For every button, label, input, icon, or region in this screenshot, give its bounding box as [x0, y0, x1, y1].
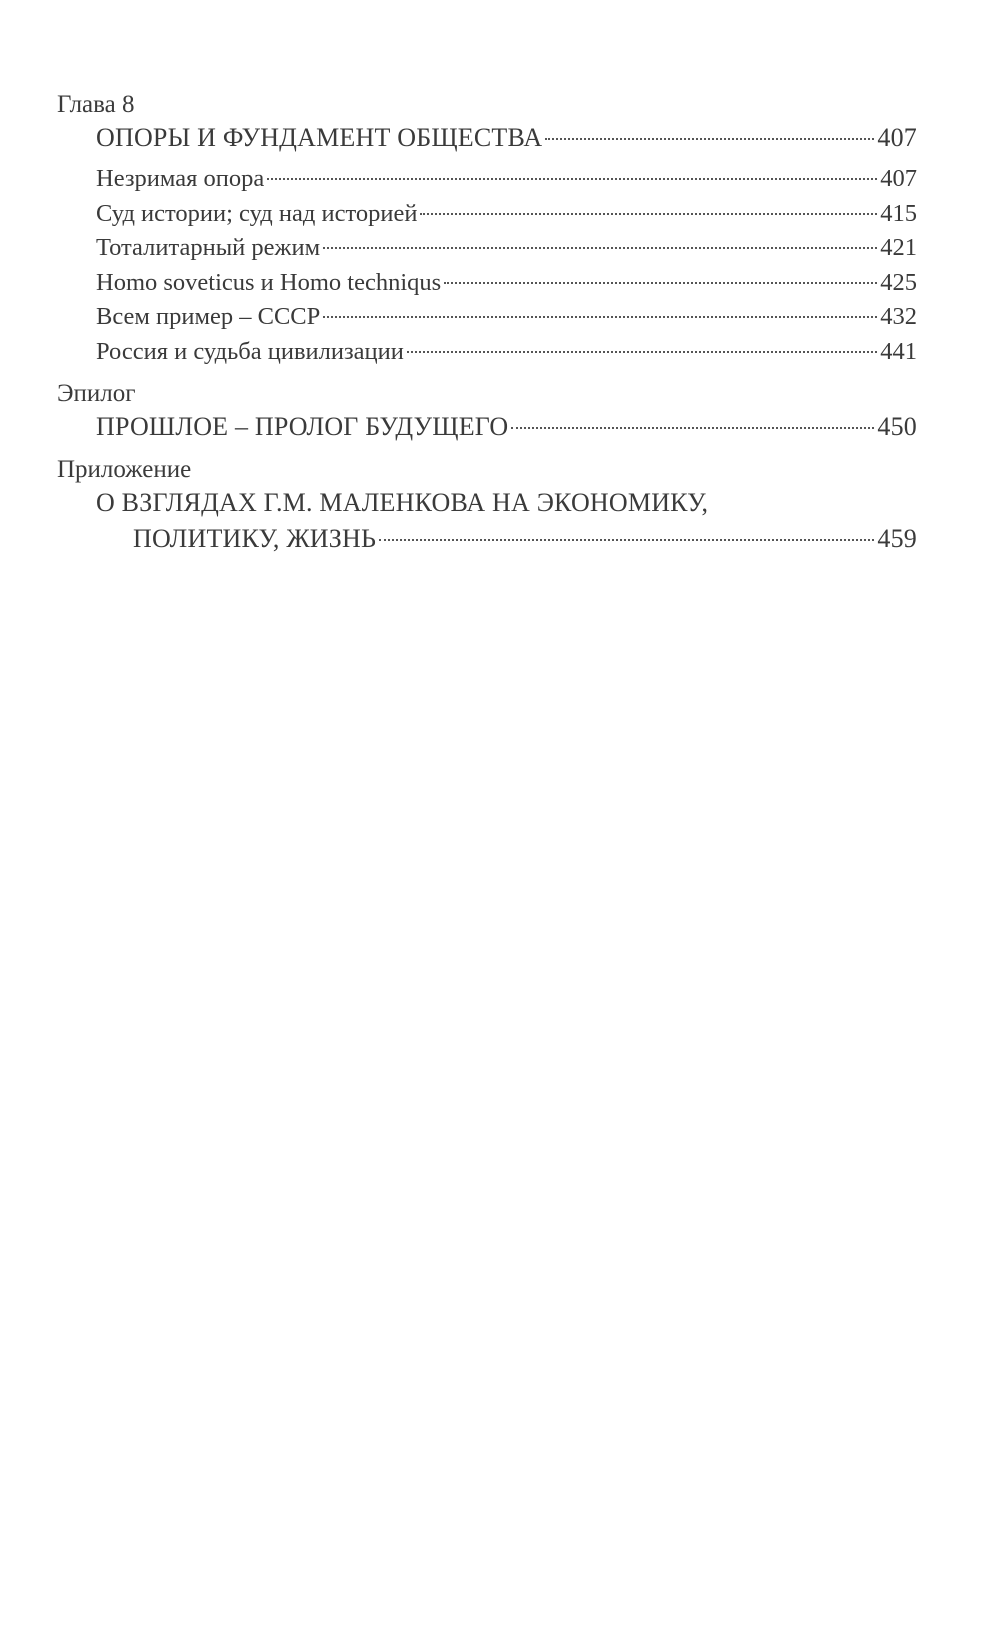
appendix-title-line-2: ПОЛИТИКУ, ЖИЗНЬ	[133, 524, 377, 553]
dot-leader	[323, 247, 877, 249]
epilogue-label: Эпилог	[57, 380, 136, 407]
subsection-title: Тоталитарный режим	[96, 234, 321, 261]
page-number: 425	[880, 268, 917, 296]
epilogue-title: ПРОШЛОЕ – ПРОЛОГ БУДУЩЕГО	[96, 412, 509, 441]
toc-subentry[interactable]	[96, 197, 917, 232]
page-number: 415	[880, 199, 917, 227]
page-number: 432	[880, 303, 917, 330]
dot-leader	[267, 178, 877, 180]
page-number: 407	[877, 123, 917, 152]
subsection-title: Всем пример – СССР	[96, 303, 321, 330]
chapter-title: ОПОРЫ И ФУНДАМЕНТ ОБЩЕСТВА	[96, 123, 543, 152]
toc-appendix	[57, 455, 917, 557]
page-number: 407	[880, 165, 917, 192]
dot-leader	[420, 213, 877, 215]
page-number: 441	[880, 337, 917, 365]
appendix-label: Приложение	[57, 456, 192, 483]
toc-subentry[interactable]	[96, 266, 917, 301]
table-of-contents	[57, 90, 917, 567]
dot-leader	[323, 316, 877, 318]
dot-leader	[379, 539, 874, 541]
toc-subentry[interactable]	[96, 335, 917, 370]
toc-subentry[interactable]	[96, 162, 917, 197]
page-number: 450	[877, 412, 917, 441]
chapter-label: Глава 8	[57, 91, 135, 118]
subsection-title: Незримая опора	[96, 165, 265, 192]
subsection-title: Homo soveticus и Homo techniqus	[96, 268, 442, 296]
page-number: 459	[877, 524, 917, 553]
toc-chapter-8	[57, 90, 917, 369]
toc-subentry[interactable]	[96, 231, 917, 266]
toc-entry-chapter-8[interactable]	[96, 120, 917, 156]
dot-leader	[511, 427, 874, 429]
dot-leader	[545, 138, 874, 140]
appendix-title-line-2-row	[133, 521, 917, 557]
dot-leader	[444, 282, 877, 284]
subsection-title: Суд истории; суд над историей	[96, 199, 418, 227]
appendix-title-line-1: О ВЗГЛЯДАХ Г.М. МАЛЕНКОВА НА ЭКОНОМИКУ,	[96, 488, 709, 517]
toc-entry-appendix[interactable]	[96, 485, 917, 557]
dot-leader	[407, 351, 877, 353]
toc-entry-epilogue[interactable]	[96, 409, 917, 445]
toc-epilogue	[57, 379, 917, 445]
subsection-list	[57, 162, 917, 369]
subsection-title: Россия и судьба цивилизации	[96, 337, 404, 365]
page-number: 421	[880, 234, 917, 261]
toc-subentry[interactable]	[96, 300, 917, 335]
